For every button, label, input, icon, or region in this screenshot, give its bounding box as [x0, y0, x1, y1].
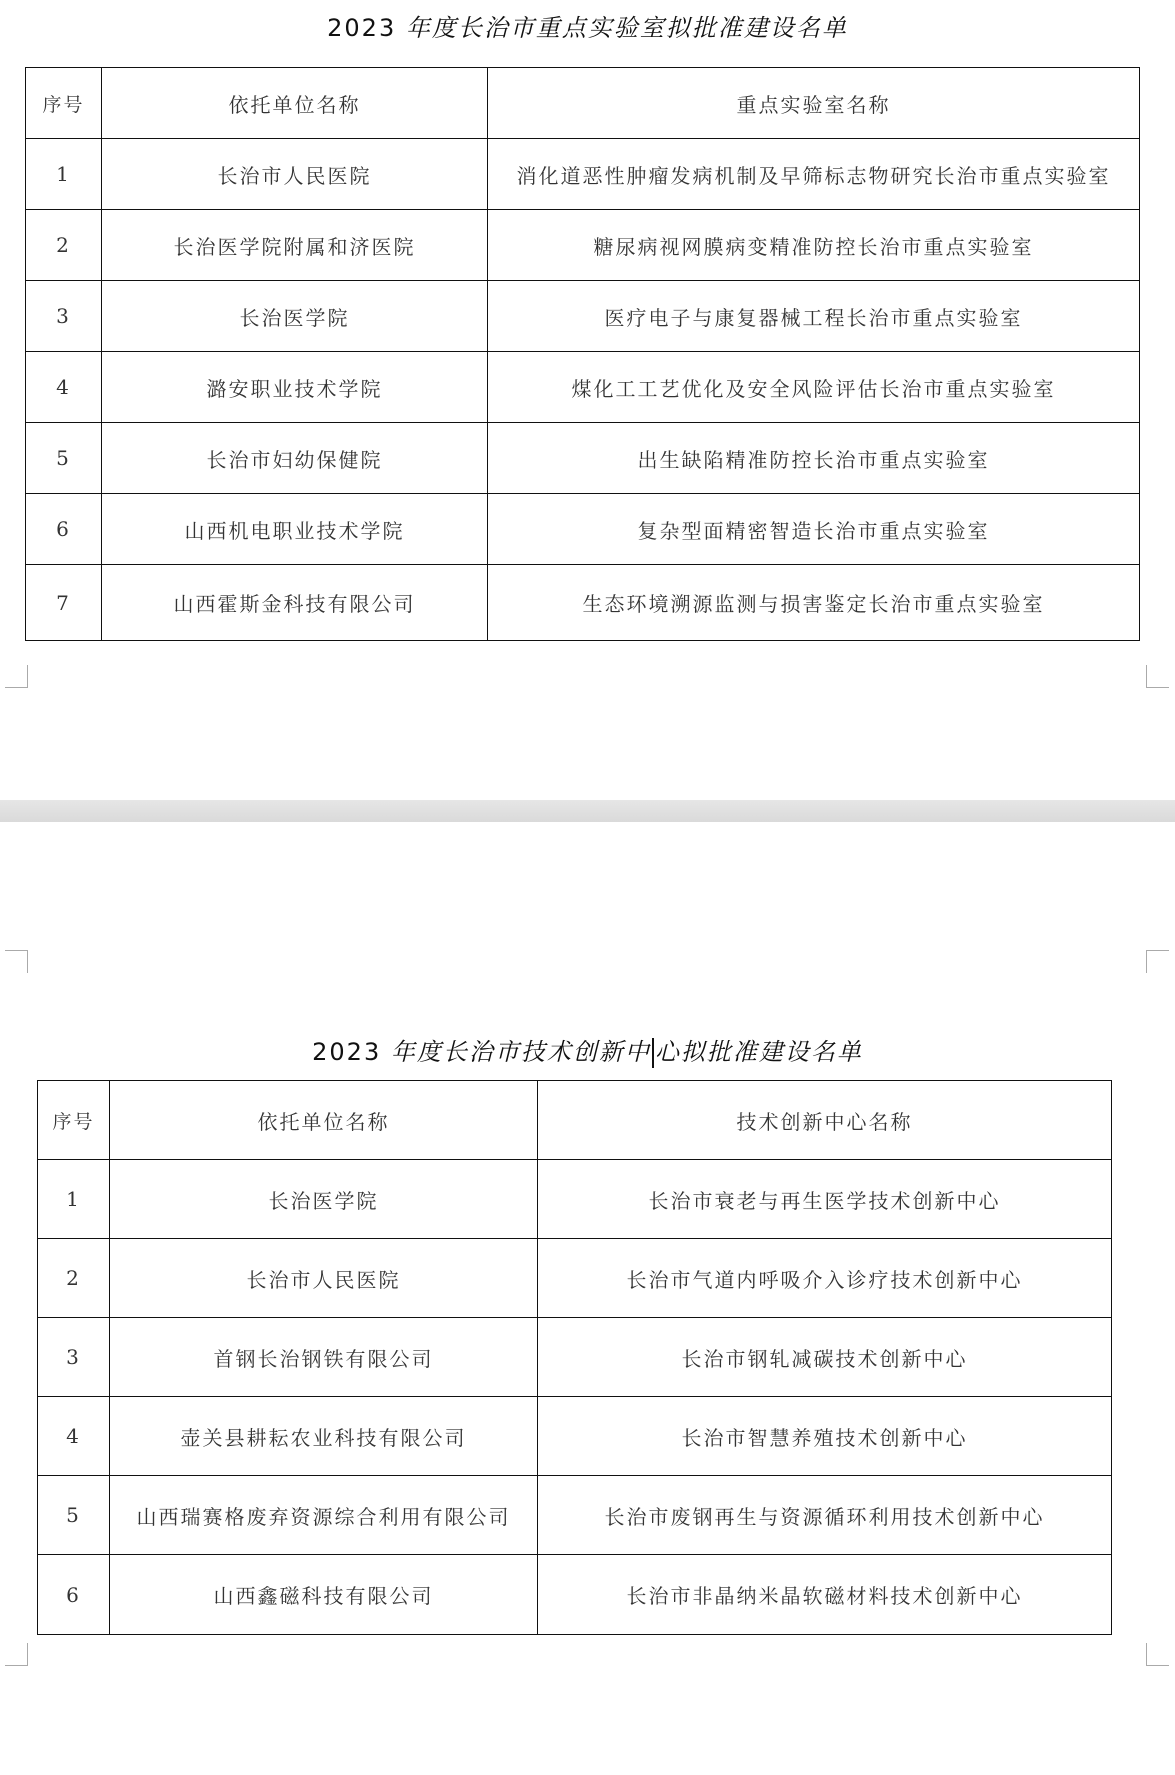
table2-title-text-a: 年度长治市技术创新中 [390, 1038, 651, 1066]
cell-col-lab-name: 长治市钢轧减碳技术创新中心 [538, 1318, 1112, 1397]
table-header-row [26, 68, 1140, 139]
cell-col-index: 1 [38, 1160, 110, 1239]
cell-col-index: 4 [38, 1397, 110, 1476]
table-row [38, 1555, 1112, 1635]
cell-col-lab-name: 生态环境溯源监测与损害鉴定长治市重点实验室 [488, 565, 1140, 641]
cell-col-lab-name: 长治市气道内呼吸介入诊疗技术创新中心 [538, 1239, 1112, 1318]
header-col-host-unit: 依托单位名称 [102, 68, 488, 139]
page-corner-mark [1146, 1643, 1169, 1666]
key-laboratory-table [25, 67, 1140, 641]
cell-col-lab-name: 长治市智慧养殖技术创新中心 [538, 1397, 1112, 1476]
cell-col-index: 3 [38, 1318, 110, 1397]
cell-col-index: 2 [38, 1239, 110, 1318]
text-cursor [652, 1038, 654, 1068]
cell-col-host-unit: 首钢长治钢铁有限公司 [110, 1318, 538, 1397]
cell-col-lab-name: 复杂型面精密智造长治市重点实验室 [488, 494, 1140, 565]
table-row [26, 423, 1140, 494]
cell-col-index: 7 [26, 565, 102, 641]
page-corner-mark [1146, 950, 1169, 973]
header-col-lab-name: 技术创新中心名称 [538, 1081, 1112, 1160]
cell-col-index: 2 [26, 210, 102, 281]
cell-col-host-unit: 长治医学院 [102, 281, 488, 352]
cell-col-host-unit: 壶关县耕耘农业科技有限公司 [110, 1397, 538, 1476]
cell-col-host-unit: 山西鑫磁科技有限公司 [110, 1555, 538, 1635]
table-row [38, 1239, 1112, 1318]
header-col-lab-name: 重点实验室名称 [488, 68, 1140, 139]
table-row [26, 565, 1140, 641]
table-row [38, 1397, 1112, 1476]
table-row [26, 139, 1140, 210]
table-header-row [38, 1081, 1112, 1160]
header-col-index: 序号 [26, 68, 102, 139]
table-row [38, 1476, 1112, 1555]
cell-col-lab-name: 出生缺陷精准防控长治市重点实验室 [488, 423, 1140, 494]
table-row [26, 281, 1140, 352]
cell-col-host-unit: 潞安职业技术学院 [102, 352, 488, 423]
table-row [26, 352, 1140, 423]
header-col-host-unit: 依托单位名称 [110, 1081, 538, 1160]
table2-title [0, 1032, 1175, 1068]
cell-col-index: 3 [26, 281, 102, 352]
cell-col-lab-name: 医疗电子与康复器械工程长治市重点实验室 [488, 281, 1140, 352]
cell-col-index: 6 [26, 494, 102, 565]
cell-col-host-unit: 长治市妇幼保健院 [102, 423, 488, 494]
cell-col-lab-name: 长治市衰老与再生医学技术创新中心 [538, 1160, 1112, 1239]
cell-col-host-unit: 山西机电职业技术学院 [102, 494, 488, 565]
cell-col-index: 6 [38, 1555, 110, 1635]
cell-col-host-unit: 长治市人民医院 [102, 139, 488, 210]
table-row [38, 1160, 1112, 1239]
table-row [26, 210, 1140, 281]
cell-col-lab-name: 煤化工工艺优化及安全风险评估长治市重点实验室 [488, 352, 1140, 423]
table2-title-text-b: 心拟批准建设名单 [654, 1038, 863, 1066]
cell-col-index: 5 [38, 1476, 110, 1555]
cell-col-host-unit: 山西瑞赛格废弃资源综合利用有限公司 [110, 1476, 538, 1555]
table-row [38, 1318, 1112, 1397]
cell-col-index: 4 [26, 352, 102, 423]
tech-innovation-center-table [37, 1080, 1112, 1635]
cell-col-host-unit: 长治医学院附属和济医院 [102, 210, 488, 281]
cell-col-lab-name: 长治市非晶纳米晶软磁材料技术创新中心 [538, 1555, 1112, 1635]
table-row [26, 494, 1140, 565]
cell-col-lab-name: 长治市废钢再生与资源循环利用技术创新中心 [538, 1476, 1112, 1555]
cell-col-host-unit: 山西霍斯金科技有限公司 [102, 565, 488, 641]
cell-col-host-unit: 长治市人民医院 [110, 1239, 538, 1318]
page-corner-mark [1146, 665, 1169, 688]
page-corner-mark [5, 950, 28, 973]
table1-title-text: 年度长治市重点实验室拟批准建设名单 [405, 14, 848, 42]
page-corner-mark [5, 1643, 28, 1666]
cell-col-index: 5 [26, 423, 102, 494]
table1-title [0, 8, 1175, 43]
cell-col-host-unit: 长治医学院 [110, 1160, 538, 1239]
header-col-index: 序号 [38, 1081, 110, 1160]
table2-title-year: 2023 [312, 1038, 382, 1066]
table1-title-year: 2023 [327, 14, 397, 42]
cell-col-index: 1 [26, 139, 102, 210]
page-corner-mark [5, 665, 28, 688]
page-gap [0, 800, 1175, 822]
cell-col-lab-name: 消化道恶性肿瘤发病机制及早筛标志物研究长治市重点实验室 [488, 139, 1140, 210]
cell-col-lab-name: 糖尿病视网膜病变精准防控长治市重点实验室 [488, 210, 1140, 281]
